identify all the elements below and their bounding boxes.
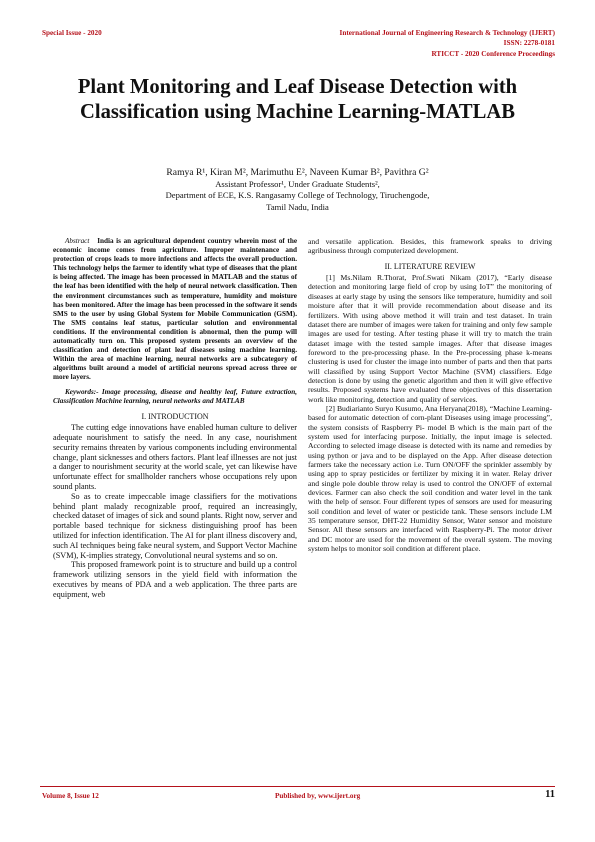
keywords: Keywords:- Image processing, disease and healthy leaf, Future extraction, Classification Machine learning, neural networks and MATLAB bbox=[53, 387, 297, 405]
paper-title: Plant Monitoring and Leaf Disease Detection with Classification using Machine Learning-MATLAB bbox=[77, 76, 518, 123]
right-column bbox=[308, 237, 552, 553]
header-proceedings: RTICCT - 2020 Conference Proceedings bbox=[431, 49, 555, 58]
reference-2: [2] Budiarianto Suryo Kusumo, Ana Heryana(2018), “Machine Learning-based for automatic detection of corn-plant Diseases using image processing”, the system consists of Raspberry Pi- model B which is the main part of the system used for interfacing purpose. Initially, the input image is selected. According to selected image disease is detected with its name and remedies by using python or java and to be displayed on the App. After disease detection farmers take the necessary action i.e. Turn ON/OFF the sprinkler assembly by using app to spray pesticides or fertilizer by mixing it in water. Relay driver and single pole double throw relay is used to control the ON/OFF of external devices. Farmer can also check the soil condition and water level in the tank with the help of sensor. Four different types of sensors are used for measuring soil condition and level of water or pesticide tank. These sensors include LM 35 temperature sensor, DHT-22 Humidity Sensor, Water sensor and moisture Sensor. All these sensors are interfaced with Raspberry-Pi. The motor driver and DC motor are used for the movement of the overall system. The moving system helps to monitor soil condition at different place. bbox=[308, 403, 552, 554]
author-names: Ramya R¹, Kiran M², Marimuthu E², Naveen Kumar B², Pavithra G² bbox=[166, 167, 429, 178]
intro-continuation: and versatile application. Besides, this framework speaks to driving agribusiness through computerized development. bbox=[308, 237, 552, 256]
footer-volume: Volume 8, Issue 12 bbox=[42, 792, 99, 800]
header-issn: ISSN: 2278-0181 bbox=[503, 39, 555, 48]
intro-paragraph-1: The cutting edge innovations have enabled human culture to deliver adequate nourishment to satisfy the need. In any case, nourishment security remains threaten by various components including environmental change, plant sicknesses and others factors. Plant leaf illnesses are not just a danger to nourishment security at the world scale, yet can likewise have unfortunate effect for smallholder ranchers whose occupations rely upon sound plants. bbox=[53, 423, 297, 491]
header-special-issue: Special Issue - 2020 bbox=[42, 29, 102, 37]
author-block bbox=[40, 167, 555, 213]
abstract bbox=[53, 237, 297, 383]
abstract-label: Abstract bbox=[65, 237, 90, 245]
section-heading-literature-review: II. LITERATURE REVIEW bbox=[384, 261, 476, 271]
section-heading-introduction: I. INTRODUCTION bbox=[141, 411, 209, 421]
header-journal-name: International Journal of Engineering Research & Technology (IJERT) bbox=[339, 29, 555, 37]
reference-1: [1] Ms.Nilam R.Thorat, Prof.Swati Nikam (2017), “Early disease detection and monitoring large field of crop by using IoT” the monitoring of diseases at early stage by using the sensors like temperature, humidity and soil moisture after that it will provide recommendation about disease and its fertilizers. With using above method it will train and test dataset. In train dataset there are number of images were taken for training and only few sample images are used for testing. After testing phase it will try to match the train dataset image with the tested sample images. After that disease images foreword to the pre-processing phase. In the Pre-processing phase k-means clustering is used for cluster the image into number of parts and then that parts will classified by using Support Vector Machine (SVM) classifiers. Edge detection is done by using the genetic algorithm and then it will give effective results. Proposed systems have evaluated three objectives of this dissertation work like monitoring, detection and quality of services. bbox=[308, 273, 552, 404]
author-location: Tamil Nadu, India bbox=[266, 201, 329, 212]
intro-paragraph-3: This proposed framework point is to structure and build up a control framework utilizing sensors in the yield field with information the executives by means of PDA and a web application. The three parts are equipment, web bbox=[53, 560, 297, 599]
left-column bbox=[53, 237, 297, 599]
abstract-text: India is an agricultural dependent country wherein most of the economic income comes from agriculture. Improper maintenance and protection of crops leads to more infections and affects the overall production. This technology helps the farmer to identify what type of diseases that the plant is being affected. The image has been processed in MATLAB and the status of the leaf has been identified with the help of neural network classification. Then the environment circumstances such as temperature, humidity and moisture has been monitored. After the image has been processed in the software it sends SMS to the user by using Global System for Mobile Communication (GSM). The SMS contains leaf status, particular solution and environmental conditions. If the environmental condition is abnormal, then the pump will automatically turn on. This proposed system presents an overview of the classification and detection of plant leaf diseases using machine learning. Within the area of machine learning, neural networks are a subcategory of algorithms built around a model of artificial neurons spread across three or more layers. bbox=[53, 237, 298, 382]
page-number: 11 bbox=[545, 789, 555, 800]
footer-divider bbox=[40, 786, 555, 787]
header-journal-block bbox=[340, 28, 555, 59]
intro-paragraph-2: So as to create impeccable image classifiers for the motivations behind plant malady recognizable proof, required an increasingly, checked dataset of images of sick and sound plants. Right now, server and portable based technique for sickness distinguishing proof has been utilized for infection identification. The AI for plant illness discovery and, such AI techniques being fake neural system, and Support Vector Machine (SVM), K-implies strategy, Convolutional neural systems and so on. bbox=[53, 491, 297, 560]
footer-published-link[interactable]: Published by, www.ijert.org bbox=[275, 792, 361, 800]
author-department: Department of ECE, K.S. Rangasamy College of Technology, Tiruchengode, bbox=[165, 190, 430, 201]
author-roles: Assistant Professor¹, Under Graduate Students², bbox=[215, 178, 380, 189]
